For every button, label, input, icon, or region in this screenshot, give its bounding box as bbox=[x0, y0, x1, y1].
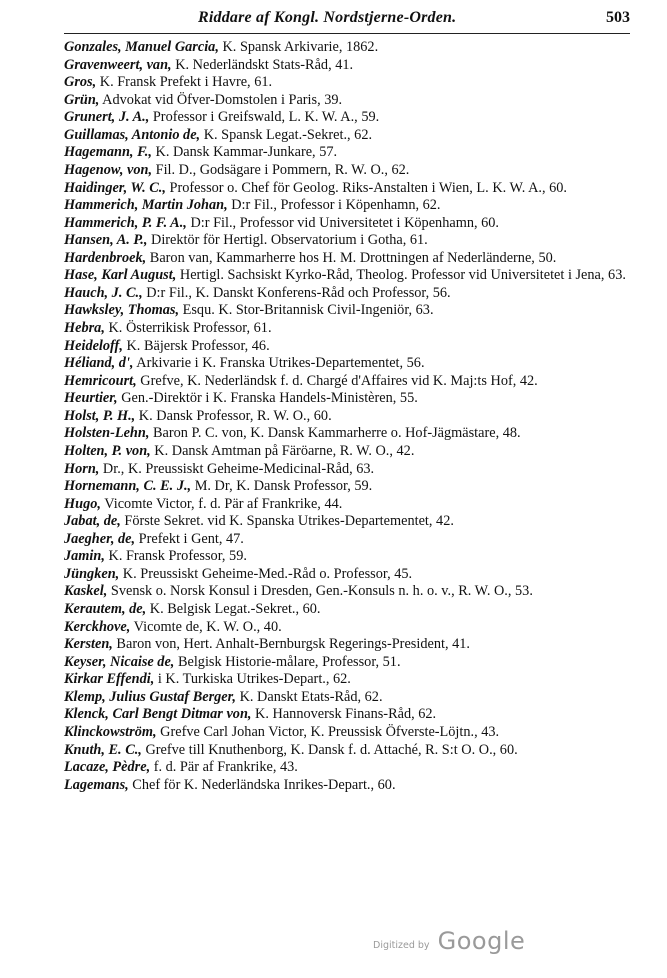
running-title: Riddare af Kongl. Nordstjerne-Orden. bbox=[198, 9, 457, 26]
entry-details: Gen.-Direktör i K. Franska Handels-Ministèren, 55. bbox=[117, 390, 418, 407]
register-entry bbox=[64, 215, 630, 233]
register-entry bbox=[64, 583, 630, 601]
entry-name: Kersten, bbox=[64, 636, 113, 653]
page-header bbox=[64, 7, 630, 29]
register-entry bbox=[64, 109, 630, 127]
entry-details: Professor i Greifswald, L. K. W. A., 59. bbox=[149, 109, 380, 126]
entry-name: Grunert, J. A., bbox=[64, 109, 150, 126]
entry-details: K. Fransk Prefekt i Havre, 61. bbox=[96, 74, 273, 91]
entry-details: K. Dansk Kammar-Junkare, 57. bbox=[151, 144, 338, 161]
entry-details: K. Preussiskt Geheime-Med.-Råd o. Professor, 45. bbox=[119, 565, 413, 582]
entry-details: Baron P. C. von, K. Dansk Kammarherre o. Hof-Jägmästare, 48. bbox=[149, 425, 521, 442]
register-entry bbox=[64, 619, 630, 637]
entry-details: Hertigl. Sachsiskt Kyrko-Råd, Theolog. Professor vid Universitetet i Jena, 63. bbox=[176, 267, 626, 284]
register-entry bbox=[64, 373, 630, 391]
entry-details: D:r Fil., Professor vid Universitetet i Köpenhamn, 60. bbox=[186, 214, 499, 231]
register-entry bbox=[64, 57, 630, 75]
entry-details: f. d. Pär af Frankrike, 43. bbox=[150, 759, 298, 776]
entry-name: Hammerich, Martin Johan, bbox=[64, 197, 228, 214]
register-entry bbox=[64, 232, 630, 250]
entry-details: Grefve Carl Johan Victor, K. Preussisk Öfverste-Löjtn., 43. bbox=[156, 723, 500, 740]
register-entry bbox=[64, 197, 630, 215]
entry-details: Baron van, Kammarherre hos H. M. Drottningen af Nederländerne, 50. bbox=[146, 249, 557, 266]
entry-details: D:r Fil., Professor i Köpenhamn, 62. bbox=[227, 197, 441, 214]
register-entry bbox=[64, 162, 630, 180]
register-entry bbox=[64, 180, 630, 198]
entry-details: Grefve, K. Nederländsk f. d. Chargé d'Affaires vid K. Maj:ts Hof, 42. bbox=[136, 372, 538, 389]
register-entry bbox=[64, 338, 630, 356]
entry-details: Grefve till Knuthenborg, K. Dansk f. d. Attaché, R. S:t O. O., 60. bbox=[141, 741, 518, 758]
register-entry bbox=[64, 671, 630, 689]
register-entry bbox=[64, 531, 630, 549]
entry-name: Lagemans, bbox=[64, 776, 129, 793]
entry-name: Knuth, E. C., bbox=[64, 741, 142, 758]
register-entry bbox=[64, 706, 630, 724]
entry-details: Prefekt i Gent, 47. bbox=[135, 530, 244, 547]
entry-name: Gravenweert, van, bbox=[64, 56, 172, 73]
register-entry bbox=[64, 548, 630, 566]
entry-name: Hawksley, Thomas, bbox=[64, 302, 180, 319]
entry-name: Hugo, bbox=[64, 495, 101, 512]
entry-details: Esqu. K. Stor-Britannisk Civil-Ingeniör, 63. bbox=[179, 302, 434, 319]
entry-details: Belgisk Historie-målare, Professor, 51. bbox=[174, 653, 401, 670]
entry-name: Holten, P. von, bbox=[64, 442, 151, 459]
register-entry bbox=[64, 724, 630, 742]
entry-details: Vicomte de, K. W. O., 40. bbox=[130, 618, 282, 635]
register-entry bbox=[64, 250, 630, 268]
entry-name: Kaskel, bbox=[64, 583, 108, 600]
entry-details: Dr., K. Preussiskt Geheime-Medicinal-Råd, 63. bbox=[99, 460, 375, 477]
entry-details: K. Österrikisk Professor, 61. bbox=[104, 320, 272, 336]
entry-name: Klenck, Carl Bengt Ditmar von, bbox=[64, 706, 252, 723]
entry-name: Kerckhove, bbox=[64, 618, 131, 635]
entry-name: Horn, bbox=[64, 460, 100, 477]
entry-name: Hardenbroek, bbox=[64, 249, 147, 266]
entry-details: Svensk o. Norsk Konsul i Dresden, Gen.-Konsuls n. h. o. v., R. W. O., 53. bbox=[107, 583, 533, 600]
entry-details: Arkivarie i K. Franska Utrikes-Departementet, 56. bbox=[133, 355, 425, 372]
register-entry bbox=[64, 320, 630, 338]
entry-name: Lacaze, Pèdre, bbox=[64, 759, 151, 776]
register-entry bbox=[64, 425, 630, 443]
google-logo: Google bbox=[437, 927, 526, 955]
entry-details: D:r Fil., K. Danskt Konferens-Råd och Professor, 56. bbox=[142, 284, 451, 301]
entry-details: Direktör för Hertigl. Observatorium i Gotha, 61. bbox=[147, 232, 428, 249]
entry-details: K. Hannoversk Finans-Råd, 62. bbox=[251, 706, 437, 723]
entry-details: Vicomte Victor, f. d. Pär af Frankrike, 44. bbox=[100, 495, 343, 512]
register-entry bbox=[64, 408, 630, 426]
entry-name: Kirkar Effendi, bbox=[64, 671, 155, 688]
entry-list bbox=[64, 39, 630, 794]
entry-name: Hase, Karl August, bbox=[64, 267, 177, 284]
entry-name: Klinckowström, bbox=[64, 723, 157, 740]
register-entry bbox=[64, 601, 630, 619]
register-entry bbox=[64, 689, 630, 707]
register-entry bbox=[64, 92, 630, 110]
digitized-by-label: Digitized by bbox=[373, 940, 430, 951]
register-entry bbox=[64, 496, 630, 514]
register-entry bbox=[64, 742, 630, 760]
entry-name: Grün, bbox=[64, 91, 100, 108]
entry-name: Klemp, Julius Gustaf Berger, bbox=[64, 688, 236, 705]
register-entry bbox=[64, 566, 630, 584]
register-entry bbox=[64, 478, 630, 496]
entry-details: K. Bäjersk Professor, 46. bbox=[122, 337, 270, 354]
entry-details: K. Dansk Professor, R. W. O., 60. bbox=[135, 407, 332, 424]
entry-details: Baron von, Hert. Anhalt-Bernburgsk Regerings-President, 41. bbox=[112, 636, 470, 653]
register-entry bbox=[64, 777, 630, 795]
register-entry bbox=[64, 390, 630, 408]
entry-details: K. Danskt Etats-Råd, 62. bbox=[236, 688, 383, 705]
entry-details: Professor o. Chef för Geolog. Riks-Anstalten i Wien, L. K. W. A., 60. bbox=[165, 179, 567, 196]
register-entry bbox=[64, 513, 630, 531]
register-entry bbox=[64, 74, 630, 92]
entry-name: Héliand, d', bbox=[64, 355, 134, 372]
entry-name: Holst, P. H., bbox=[64, 407, 136, 424]
entry-details: Förste Sekret. vid K. Spanska Utrikes-Departementet, 42. bbox=[120, 513, 454, 530]
entry-name: Jüngken, bbox=[64, 565, 120, 582]
entry-details: M. Dr, K. Dansk Professor, 59. bbox=[191, 478, 373, 495]
entry-name: Hemricourt, bbox=[64, 372, 137, 389]
entry-name: Hagemann, F., bbox=[64, 144, 152, 161]
register-entry bbox=[64, 144, 630, 162]
entry-details: K. Dansk Amtman på Färöarne, R. W. O., 42. bbox=[150, 442, 415, 459]
register-entry bbox=[64, 285, 630, 303]
entry-name: Jamin, bbox=[64, 548, 105, 565]
register-entry bbox=[64, 355, 630, 373]
entry-name: Hornemann, C. E. J., bbox=[64, 478, 192, 495]
entry-name: Hebra, bbox=[64, 320, 105, 336]
entry-name: Gonzales, Manuel Garcia, bbox=[64, 39, 219, 55]
entry-details: K. Spansk Legat.-Sekret., 62. bbox=[200, 126, 373, 143]
entry-name: Hammerich, P. F. A., bbox=[64, 214, 187, 231]
header-rule bbox=[64, 33, 630, 34]
entry-name: Jaegher, de, bbox=[64, 530, 136, 547]
entry-details: K. Belgisk Legat.-Sekret., 60. bbox=[146, 601, 321, 617]
entry-details: K. Spansk Arkivarie, 1862. bbox=[218, 39, 379, 55]
entry-details: K. Nederländskt Stats-Råd, 41. bbox=[171, 56, 354, 73]
entry-details: Chef för K. Nederländska Inrikes-Depart., 60. bbox=[128, 776, 396, 793]
entry-details: i K. Turkiska Utrikes-Depart., 62. bbox=[154, 671, 351, 688]
page-number: 503 bbox=[606, 9, 630, 26]
entry-name: Haidinger, W. C., bbox=[64, 179, 166, 196]
register-entry bbox=[64, 127, 630, 145]
entry-name: Heideloff, bbox=[64, 337, 123, 354]
register-entry bbox=[64, 636, 630, 654]
entry-name: Jabat, de, bbox=[64, 513, 121, 530]
entry-details: Advokat vid Öfver-Domstolen i Paris, 39. bbox=[99, 91, 343, 108]
entry-name: Hauch, J. C., bbox=[64, 284, 143, 301]
entry-name: Gros, bbox=[64, 74, 97, 91]
entry-name: Hagenow, von, bbox=[64, 161, 153, 178]
digitized-watermark bbox=[373, 927, 525, 957]
register-entry bbox=[64, 654, 630, 672]
entry-name: Holsten-Lehn, bbox=[64, 425, 150, 442]
register-entry bbox=[64, 302, 630, 320]
register-entry bbox=[64, 267, 630, 285]
entry-details: K. Fransk Professor, 59. bbox=[104, 548, 247, 565]
register-entry bbox=[64, 39, 630, 57]
entry-name: Guillamas, Antonio de, bbox=[64, 126, 201, 143]
register-entry bbox=[64, 759, 630, 777]
entry-details: Fil. D., Godsägare i Pommern, R. W. O., 62. bbox=[152, 161, 410, 178]
entry-name: Heurtier, bbox=[64, 390, 118, 407]
entry-name: Keyser, Nicaise de, bbox=[64, 653, 175, 670]
register-entry bbox=[64, 461, 630, 479]
entry-name: Hansen, A. P., bbox=[64, 232, 148, 249]
register-entry bbox=[64, 443, 630, 461]
entry-name: Kerautem, de, bbox=[64, 601, 147, 617]
